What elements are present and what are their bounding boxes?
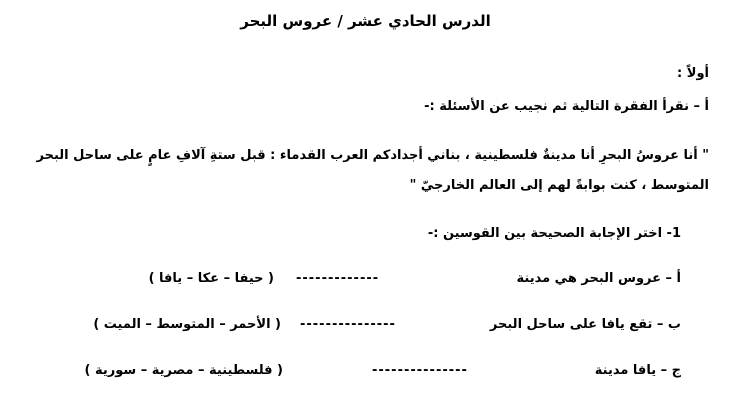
answer-blank: --------------- bbox=[300, 317, 396, 332]
answer-blank: --------------- bbox=[372, 363, 468, 378]
question-heading: 1- اختر الإجابة الصحيحة بين القوسين :- bbox=[427, 226, 681, 241]
lesson-title: الدرس الحادي عشر / عروس البحر bbox=[240, 12, 491, 30]
reading-paragraph-line-2: المتوسط ، كنت بوابةً لهم إلى العالم الخارجيّ " bbox=[409, 178, 709, 193]
answer-options: ( الأحمر – المتوسط – الميت ) bbox=[93, 317, 281, 332]
answer-options: ( حيفا – عكا – يافا ) bbox=[148, 271, 274, 286]
section-label: أولاً : bbox=[677, 66, 709, 81]
answer-options: ( فلسطينية – مصرية – سورية ) bbox=[84, 363, 283, 378]
question-row-3 bbox=[0, 363, 731, 385]
question-row-1 bbox=[0, 271, 731, 293]
reading-instruction: أ – نقرأ الفقرة التالية ثم نجيب عن الأسئلة :- bbox=[424, 99, 709, 114]
answer-blank: ------------- bbox=[296, 271, 380, 286]
question-stem: أ – عروس البحر هي مدينة bbox=[516, 271, 681, 286]
reading-paragraph-line-1: " أنا عروسُ البحرِ أنا مدينةٌ فلسطينية ، بناني أجدادكم العرب القدماء : قبل ستةِ آلافِ عامٍ على ساحل البحر bbox=[36, 148, 709, 163]
question-row-2 bbox=[0, 317, 731, 339]
question-stem: ج – يافا مدينة bbox=[594, 363, 681, 378]
question-stem: ب – تقع يافا على ساحل البحر bbox=[489, 317, 681, 332]
